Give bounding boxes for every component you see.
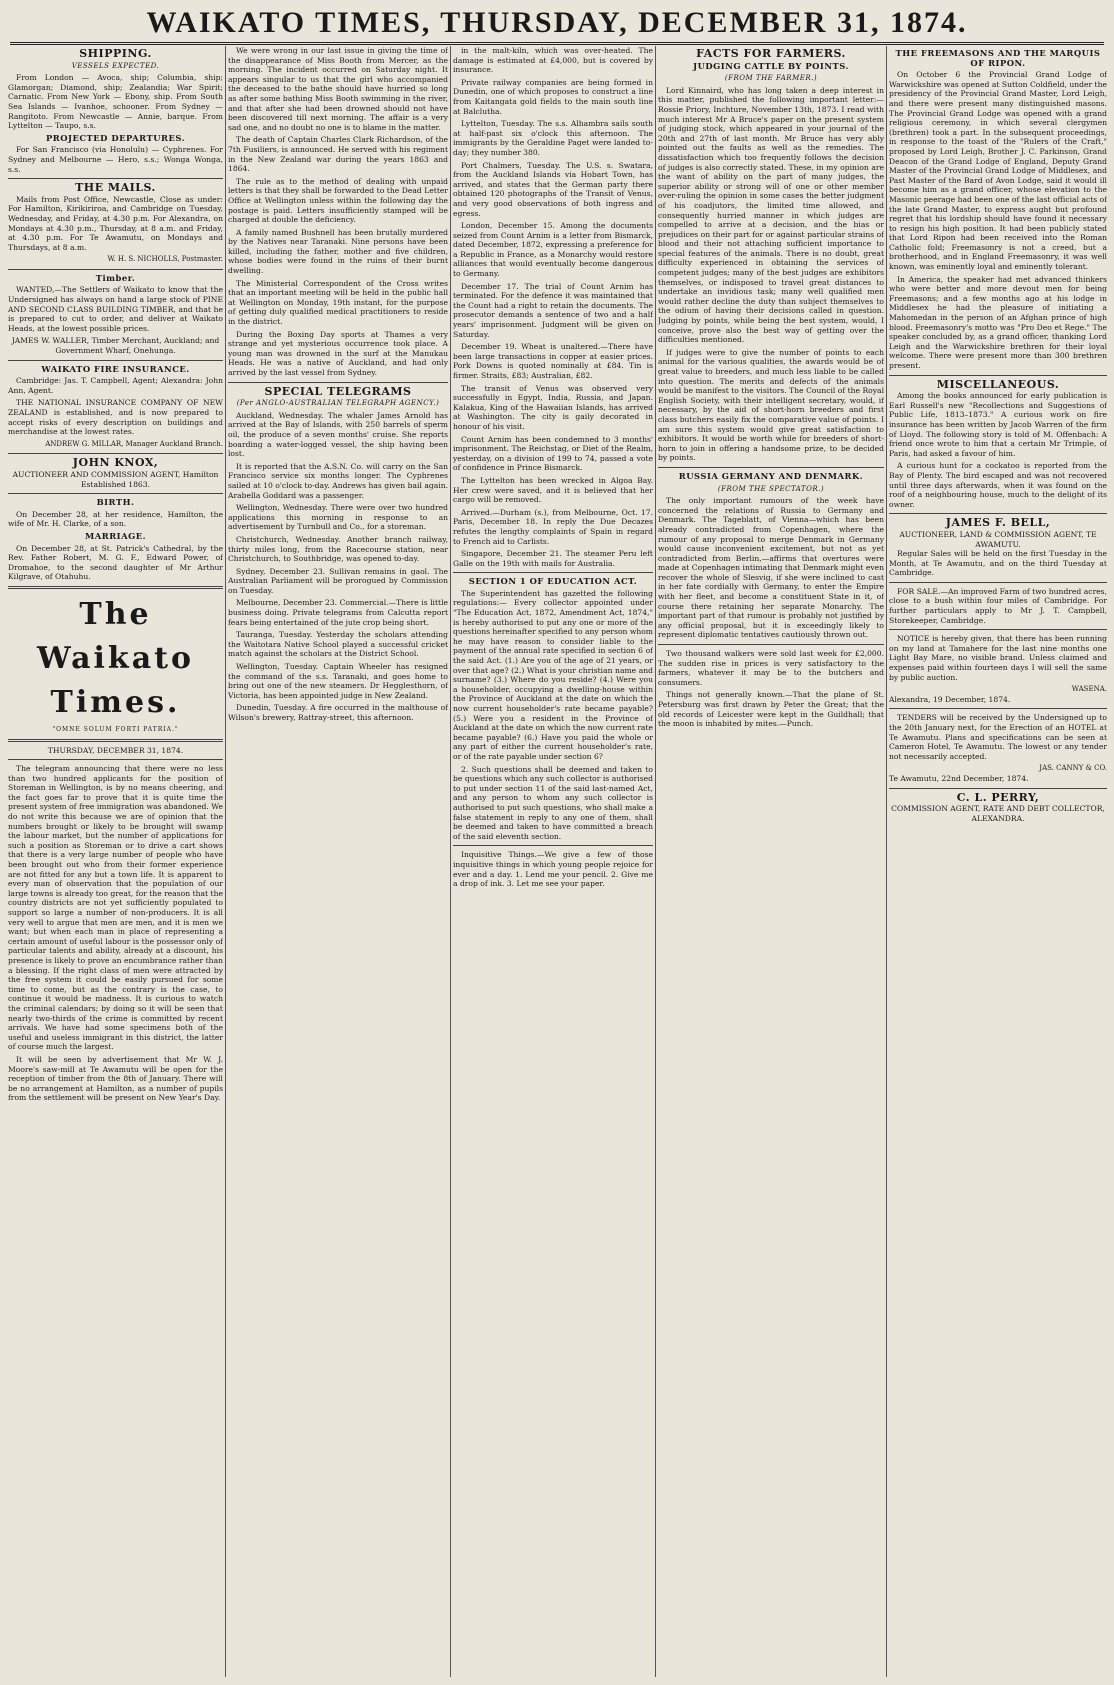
column-5 <box>889 46 1107 1677</box>
curious-text: Things not generally known.—That the plane of St. Petersburg was first drawn by Peter the Great; that the old records of Leicester were kept in the Guildhall; that the moon is inhabited by mites.—Punch. <box>658 690 884 729</box>
departures-text: For San Francisco (via Honolulu) — Cyphrenes. For Sydney and Melbourne — Hero, s.s.; Wonga Wonga, s.s. <box>8 145 223 174</box>
birth-text: On December 28, at her residence, Hamilton, the wife of Mr. H. Clarke, of a son. <box>8 509 223 529</box>
freemasons-text-2: In America, the speaker had met advanced thinkers who were better and more devout men for being Freemasons; and a few months ago at his lodge in Middlesex he had the pleasure of initiating a Mahomedan in the person of an Afghan prince of high blood. Freemasonry's motto was "Pro Deo et Rege." The speaker concluded by, as a grand officer, thanking Lord Leigh and the Warwickshire brethren for their loyal welcome. There were present more than 300 brethren present. <box>889 274 1107 370</box>
telegram-item: Christchurch, Wednesday. Another branch railway, thirty miles long, from the Racecourse station, near Christchurch, to Southbridge, was opened to-day. <box>228 534 448 564</box>
for-sale-ad: FOR SALE.—An improved Farm of two hundred acres, close to a bush within four miles of Cambridge. For further particulars apply to Mr J. T. Campbell, Storekeeper, Cambridge. <box>889 586 1107 625</box>
russia-text: The only important rumours of the week have concerned the relations of Russia to Germany and Denmark. The Tageblatt, of Vienna—which has been already contradicted from Copenhagen, where the rumour of any proposal to merge Denmark in Germany would cause inconvenient excitement, but not as yet contradicted from Berlin,—affirms that overtures were made at Copenhagen intimating that Denmark might even recover the whole of Slesvig, if she were inclined to cast in her fate cordially with Germany, to enter the Empire with her fleet, and become a constituent State in it, of course there retaining her separate Monarchy. The important part of that rumour is probably not justified by any official proposal, but it is exceedingly likely to represent diplomatic tentatives cautiously thrown out. <box>658 496 884 640</box>
editorial-text-2: It will be seen by advertisement that Mr W. J. Moore's saw-mill at Te Awamutu will be open for the reception of timber from the 8th of January. There will be no arrangement at Hamilton, as a number of pupils from the settlement will be present on New Year's Day. <box>8 1054 223 1103</box>
news-item: Lyttelton, Tuesday. The s.s. Alhambra sails south at half-past six o'clock this afternoon. The immigrants by the Geraldine Paget were landed to-day; they number 380. <box>453 119 653 157</box>
news-item: The rule as to the method of dealing with unpaid letters is that they shall be forwarded to the Dead Letter Office at Wellington unless within the following day the postage is paid. Letters insufficiently stamped will be charged at double the deficiency. <box>228 176 448 225</box>
fire-insurance-heading: WAIKATO FIRE INSURANCE. <box>41 363 190 374</box>
judging-heading: JUDGING CATTLE BY POINTS. <box>693 60 849 71</box>
miscellaneous-text: Among the books announced for early publication is Earl Russell's new "Recollections and Suggestions of Public Life, 1813–1873." A curious work on fire insurance has been written by Jacob Warren of the firm of Lloyd. The following story is told of M. Offenbach: A friend once wrote to him that a certain Mr Trimple, of Paris, had asked a favour of him. <box>889 391 1107 458</box>
russia-heading: RUSSIA GERMANY AND DENMARK. <box>678 470 864 481</box>
vessels-heading: VESSELS EXPECTED. <box>71 61 160 70</box>
column-rule <box>655 46 656 1677</box>
telegrams-heading: SPECIAL TELEGRAMS <box>264 384 412 398</box>
perry-text: COMMISSION AGENT, RATE AND DEBT COLLECTOR, ALEXANDRA. <box>891 804 1105 823</box>
editorial-text: The telegram announcing that there were no less than two hundred applicants for the position of Storeman in Wellington, is by no means cheering, and the fact goes far to prove that it is quite time the present system of free immigration was abandoned. We do not write this because we are of opinion that the numbers brought or likely to be brought will swamp the labour market, but the number of applications for such a position as Storeman or to drive a cart shows that there is a very large number of people who have been brought out who from their former experience are not fitted for any but a town life. It is apparent to every man of observation that the population of our large towns is already too great, for the reason that the country districts are not yet sufficiently populated to support so large a number of non-producers. It is all very well to argue that men are men, and it is men we want; but when each man in place of representing a certain amount of useful labour is the possessor only of particular talents and ability, already at a discount, his presence is likely to prove an encumbrance rather than a blessing. If the right class of men were attracted by the free system it could be easily pursued for some time to come, but as the contrary is the case, to continue it would be madness. It is curious to watch the criminal calendars; by doing so it will be seen that nearly two-thirds of the crime is committed by recent arrivals. We have had some specimens both of the useful and useless immigrant in this district, the latter of course much the largest. <box>8 764 223 1052</box>
news-item: Arrived.—Durham (s.), from Melbourne, Oct. 17. Paris, December 18. In reply the Due Decazes refutes the lengthy complaints of Spain in regard to French aid to Carlists. <box>453 507 653 546</box>
masthead-title: WAIKATO TIMES, THURSDAY, DECEMBER 31, 1874. <box>146 6 968 39</box>
tenders-ad: TENDERS will be received by the Undersigned up to the 20th January next, for the Erection of an HOTEL at Te Awamutu. Plans and specifications can be seen at Cameron Hotel, Te Awamutu. The lowest or any tender not necessarily accepted. <box>889 713 1107 761</box>
telegram-item: Wellington, Wednesday. There were over two hundred applications this morning in response to an advertisement by Turnbull and Co., for a storeman. <box>228 503 448 532</box>
news-item: The transit of Venus was observed very successfully in Egypt, India, Russia, and Japan. Kalakua, King of the Hawaiian Islands, has arrived at Washington. The city is gaily decorated in honour of his visit. <box>453 383 653 431</box>
paper-title: The Waikato Times. <box>36 596 194 720</box>
news-item: Singapore, December 21. The steamer Peru left Galle on the 19th with mails for Australia. <box>453 549 653 568</box>
knox-heading: JOHN KNOX, <box>72 456 159 470</box>
timber-text: WANTED,—The Settlers of Waikato to know that the Undersigned has always on hand a large stock of PINE AND SECOND CLASS BUILDING TIMBER, and that he is prepared to cut to order, and deliver at Waikato Heads, at the lowest possible prices. <box>8 285 223 333</box>
notice-date: Alexandra, 19 December, 1874. <box>889 694 1011 704</box>
telegram-item: Wellington, Tuesday. Captain Wheeler has resigned the command of the s.s. Taranaki, and goes home to bring out one of the new steamers. Dr Hegglesthorn, of Victoria, has been appointed judge in New Zealand. <box>228 662 448 700</box>
column-3 <box>453 46 653 1677</box>
news-item: Count Arnim has been condemned to 3 months' imprisonment. The Reichstag, or Diet of the Realm, yesterday, on a division of 199 to 74, passed a vote of confidence in Prince Bismarck. <box>453 434 653 473</box>
tenders-signature: JAS. CANNY & CO. <box>1039 764 1107 773</box>
notice-ad: NOTICE is hereby given, that there has been running on my land at Tamahere for the last nine months one Light Bay Mare, no visible brand. Unless claimed and expenses paid within fourteen days I will sell the same by public auction. <box>889 634 1107 682</box>
birth-heading: BIRTH. <box>96 497 135 508</box>
walkers-text: Two thousand walkers were sold last week for £2,000. The sudden rise in prices is very satisfactory to the farmers, whatever it may be to the butchers and consumers. <box>658 649 884 687</box>
freemasons-heading: THE FREEMASONS AND THE MARQUIS OF RIPON. <box>895 48 1101 68</box>
perry-heading: C. L. PERRY, <box>956 790 1040 804</box>
judging-source: (FROM THE FARMER.) <box>724 74 818 83</box>
telegram-item: Tauranga, Tuesday. Yesterday the scholars attending the Waitotara Native School played a successful cricket match against the scholars at the District School. <box>228 630 448 659</box>
farmers-heading: FACTS FOR FARMERS. <box>696 47 846 60</box>
dateline: THURSDAY, DECEMBER 31, 1874. <box>47 745 184 755</box>
timber-heading: Timber. <box>95 272 136 283</box>
news-item: December 19. Wheat is unaltered.—There have been large transactions in copper at easier prices. Pork Downs is quoted nominally at £84. Tin is firmer. Straits, £83; Australian, £82. <box>453 342 653 380</box>
news-item: The Lyttelton has been wrecked in Algoa Bay. Her crew were saved, and it is believed that her cargo will be removed. <box>453 475 653 505</box>
masthead <box>10 4 1104 45</box>
column-2 <box>228 46 448 1677</box>
notice-signature: WASENA. <box>1071 685 1107 694</box>
telegram-item: Dunedin, Tuesday. A fire occurred in the malthouse of Wilson's brewery, Rattray-street, this afternoon. <box>228 703 448 722</box>
education-heading: SECTION 1 OF EDUCATION ACT. <box>468 576 638 587</box>
vessels-text: From London — Avoca, ship; Columbia, ship; Glamorgan; Diamond, ship; Zealandia; War Spirit; Carnatic. From New York — Ebony, ship. From South Sea Islands — Ivanhoe, schooner. From Sydney — Rangitoto. From Newcastle — Annie, barque. From Lyttelton — Taupo, s.s. <box>8 73 223 131</box>
column-rule <box>450 46 451 1677</box>
news-item: Private railway companies are being formed in Dunedin, one of which proposes to construct a line from Kaitangata gold fields to the main south line at Balclutha. <box>453 77 653 116</box>
bell-heading: JAMES F. BELL, <box>945 516 1051 530</box>
news-item: We were wrong in our last issue in giving the time of the disappearance of Miss Booth from Mercer, as the morning. The incident occurred on Saturday night. It appears singular to us that the girl who accompanied the deceased to the bathe should have hurried so long as after some bathing Miss Booth swimming in the river, and that after she had been drowned should not have been discovered till next morning. The affair is a very sad one, and no doubt no one is to blame in the matter. <box>228 46 448 132</box>
telegram-item: Melbourne, December 23. Commercial.—There is little business doing. Private telegrams from Calcutta report fears being entertained of the jute crop being short. <box>228 598 448 627</box>
news-item: London, December 15. Among the documents seized from Count Arnim is a letter from Bismarck, dated December, 1872, expressing a preference for a Republic in France, as a Monarchy would restore alliances that would eventually become dangerous to Germany. <box>453 221 653 279</box>
news-item: The Ministerial Correspondent of the Cross writes that an important meeting will be held in the public hall at Wellington on Monday, 19th instant, for the purpose of getting duly qualified medical practitioners to reside in the district. <box>228 278 448 327</box>
news-item: The death of Captain Charles Clark Richardson, of the 7th Fusiliers, is announced. He served with his regiment in the New Zealand war during the years 1863 and 1864. <box>228 135 448 174</box>
knox-text: AUCTIONEER AND COMMISSION AGENT, Hamilton <box>12 469 219 479</box>
education-text: The Superintendent has gazetted the following regulations:— Every collector appointed under "The Education Act, 1872, Amendment Act, 1874," is hereby authorised to put any one or more of the questions hereinafter specified to any person whom he may have reason to consider liable to the payment of the annual rate specified in section 6 of the said Act. (1.) Are you of the age of 21 years, or over that age? (2.) What is your christian name and surname? (3.) Where do you reside? (4.) Were you a householder, occupying a dwelling-house within the Province of Auckland at the date on which the now current householder's rate became payable? (5.) Were you a resident in the Province of Auckland at the date on which the now current rate became payable? (6.) Have you paid the whole or any part of either the current householder's rate, or of the rate payable under section 6? <box>453 588 653 761</box>
mails-signature: W. H. S. NICHOLLS, Postmaster. <box>107 255 223 264</box>
judging-text-2: If judges were to give the number of points to each animal for the various qualities, the awards would be of great value to breeders, and much less liable to be called into question. The merits and defects of the animals would be manifest to the visitors. The Council of the Royal English Society, with their intelligent secretary, would, if necessary, by the aid of short-horn breeders and first class butchers easily fix the comparative value of points. I am sure this system would give great satisfaction to exhibitors. It would be worth while for breeders of short-horn to join in offering a handsome prize, to be decided by points. <box>658 347 884 463</box>
timber-signature: JAMES W. WALLER, Timber Merchant, Auckland; and Government Wharf, Onehunga. <box>11 336 220 356</box>
freemasons-text: On October 6 the Provincial Grand Lodge of Warwickshire was opened at Sutton Coldfield, under the presidency of the Provincial Grand Master, Lord Leigh, and there were present many distinguished masons. The Provincial Grand Lodge was opened with a grand religious ceremony, in which several clergymen (brethren) took a part. In the subsequent proceedings, in response to the toast of the "Rulers of the Craft," proposed by Lord Leigh, Brother J. C. Parkinson, Grand Deacon of the Grand Lodge of England, Deputy Grand Master of the Provincial Grand Lodge of Middlesex, and Past Master of the Bard of Avon Lodge, said it would ill become him as a grand officer, whose elevation to the Masonic peerage had been one of the last official acts of the late Grand Master, to express aught but profound regret that his lordship should have found it necessary to resign his high position. It had been publicly stated that Lord Ripon had been received into the Roman Catholic fold; Freemasonry is not a creed, but a brotherhood, and in England Freemasonry, it was well known, was eminently loyal and eminently tolerant. <box>889 70 1107 272</box>
telegrams-subheading: (Per ANGLO-AUSTRALIAN TELEGRAPH AGENCY.) <box>236 399 440 408</box>
news-item: in the malt-kiln, which was over-heated. The damage is estimated at £4,000, but is covered by insurance. <box>453 46 653 75</box>
miscellaneous-text-2: A curious hunt for a cockatoo is reported from the Bay of Plenty. The bird escaped and was not recovered until three days afterwards, when it was found on the roof of a neighbouring house, much to the delight of its owner. <box>889 461 1107 509</box>
paper-motto: "OMNE SOLUM FORTI PATRIA." <box>52 725 179 733</box>
russia-source: (FROM THE SPECTATOR.) <box>717 484 825 493</box>
inquisitive-text: Inquisitive Things.—We give a few of those inquisitive things in which young people rejoice for ever and a day. 1. Lend me your pencil. 2. Give me a drop of ink. 3. Let me see your paper. <box>453 850 653 889</box>
judging-text: Lord Kinnaird, who has long taken a deep interest in this matter, published the following important letter:—Rossie Priory, Inchture, November 13th, 1873. I read with much interest Mr A Bruce's paper on the present system of judging stock, which appeared in your journal of the 20th and 27th of last month. Mr Bruce has very ably pointed out the faults as well as the remedies. The dissatisfaction which too frequently follows the decision of judges is also correctly stated. These, in my opinion are the want of ability on the part of many judges, the superior ability or strong will of one or other member over-ruling the opinion in some cases the better judgment of his coadjutors, the limited time allowed, and consequently hurried manner in which judges are compelled to arrive at a decision, and the bias or prejudices on their part for or against particular strains of blood and their not attaching sufficient importance to special features of the animals. There is no doubt, great difficulty experienced in obtaining the services of competent judges; many of the best judges are exhibitors themselves, or indisposed to travel great distances to undertake an invidious task; many well qualified men would rather decline the duty than subject themselves to the odium of having their decisions called in question. Judging by points, while being the best system, would, I conceive, prove also the best way of getting over the difficulties mentioned. <box>658 85 884 345</box>
education-text-2: 2. Such questions shall be deemed and taken to be questions which any such collector is authorised to put under section 11 of the said last-named Act, and any person to whom any such collector is authorised to put such questions, who shall make a false statement in reply to any one of them, shall be deemed and taken to have committed a breach of the said eleventh section. <box>453 764 653 841</box>
news-item: December 17. The trial of Count Arnim has terminated. For the defence it was maintained that the Count had a right to retain the documents. The prosecutor demands a sentence of two and a half years' imprisonment. Judgment will be given on Saturday. <box>453 281 653 339</box>
marriage-text: On December 28, at St. Patrick's Cathedral, by the Rev. Father Robert, M. G. F., Edward Power, of Dromahoe, to the second daughter of Mr Arthur Kilgrave, of Otahuhu. <box>8 543 223 582</box>
news-item: A family named Bushnell has been brutally murdered by the Natives near Taranaki. Nine persons have been killed, including the father, mother and five children, whose bodies were found in the ruins of their burnt dwelling. <box>228 227 448 276</box>
bell-text: AUCTIONEER, LAND & COMMISSION AGENT, TE AWAMUTU. <box>899 529 1097 549</box>
knox-established: Established 1863. <box>80 479 151 489</box>
departures-heading: PROJECTED DEPARTURES. <box>45 132 186 143</box>
mails-text: Mails from Post Office, Newcastle, Close as under: For Hamilton, Kirikiriroa, and Cambridge on Tuesday, Wednesday, and Friday, at 4.30 p.m. For Alexandra, on Mondays at 4.30 p.m., Thursday, at 8 a.m. and Friday, at 4.30 p.m. For Te Awamutu, on Mondays and Thursdays, at 8 a.m. <box>8 194 223 252</box>
column-rule <box>225 46 226 1677</box>
mails-heading: THE MAILS. <box>75 181 156 195</box>
telegram-item: Sydney, December 23. Sullivan remains in gaol. The Australian Parliament will be prorogued by Commission on Tuesday. <box>228 566 448 595</box>
miscellaneous-heading: MISCELLANEOUS. <box>936 377 1060 391</box>
column-1 <box>8 46 223 1677</box>
shipping-heading: SHIPPING. <box>79 47 152 60</box>
news-item: During the Boxing Day sports at Thames a very strange and yet mysterious occurrence took place. A young man was drowned in the surf at the Manukau Heads. He was a native of Auckland, and had only arrived by the last vessel from Sydney. <box>228 329 448 377</box>
tenders-date: Te Awamutu, 22nd December, 1874. <box>889 773 1029 783</box>
column-4 <box>658 46 884 1677</box>
fire-insurance-text: Cambridge: Jas. T. Campbell, Agent; Alexandra: John Ann, Agent. <box>8 376 223 395</box>
national-signature: ANDREW G. MILLAR, Manager Auckland Branch. <box>45 439 223 448</box>
news-item: Port Chalmers, Tuesday. The U.S. s. Swatara, from the Auckland Islands via Hobart Town, has arrived, and states that the German party there obtained 120 photographs of the Transit of Venus, and very good observations of both ingress and egress. <box>453 160 653 218</box>
telegram-item: It is reported that the A.S.N. Co. will carry on the San Francisco service six months longer. The Cyphrenes sailed at 10 o'clock to-day. Andrews has given bail again. Arabella Goddard was a passenger. <box>228 461 448 500</box>
telegram-item: Auckland, Wednesday. The whaler James Arnold has arrived at the Bay of Islands, with 250 barrels of sperm oil, the produce of a seven months' cruise. She reports boarding a water-logged vessel, the ship having been lost. <box>228 410 448 459</box>
marriage-heading: MARRIAGE. <box>84 530 147 541</box>
national-insurance-text: THE NATIONAL INSURANCE COMPANY OF NEW ZEALAND is established, and is now prepared to accept risks of every description on buildings and merchandise at the lowest rates. <box>8 398 223 437</box>
bell-text-2: Regular Sales will be held on the first Tuesday in the Month, at Te Awamutu, and on the third Tuesday at Cambridge. <box>889 549 1107 578</box>
column-rule <box>886 46 887 1677</box>
